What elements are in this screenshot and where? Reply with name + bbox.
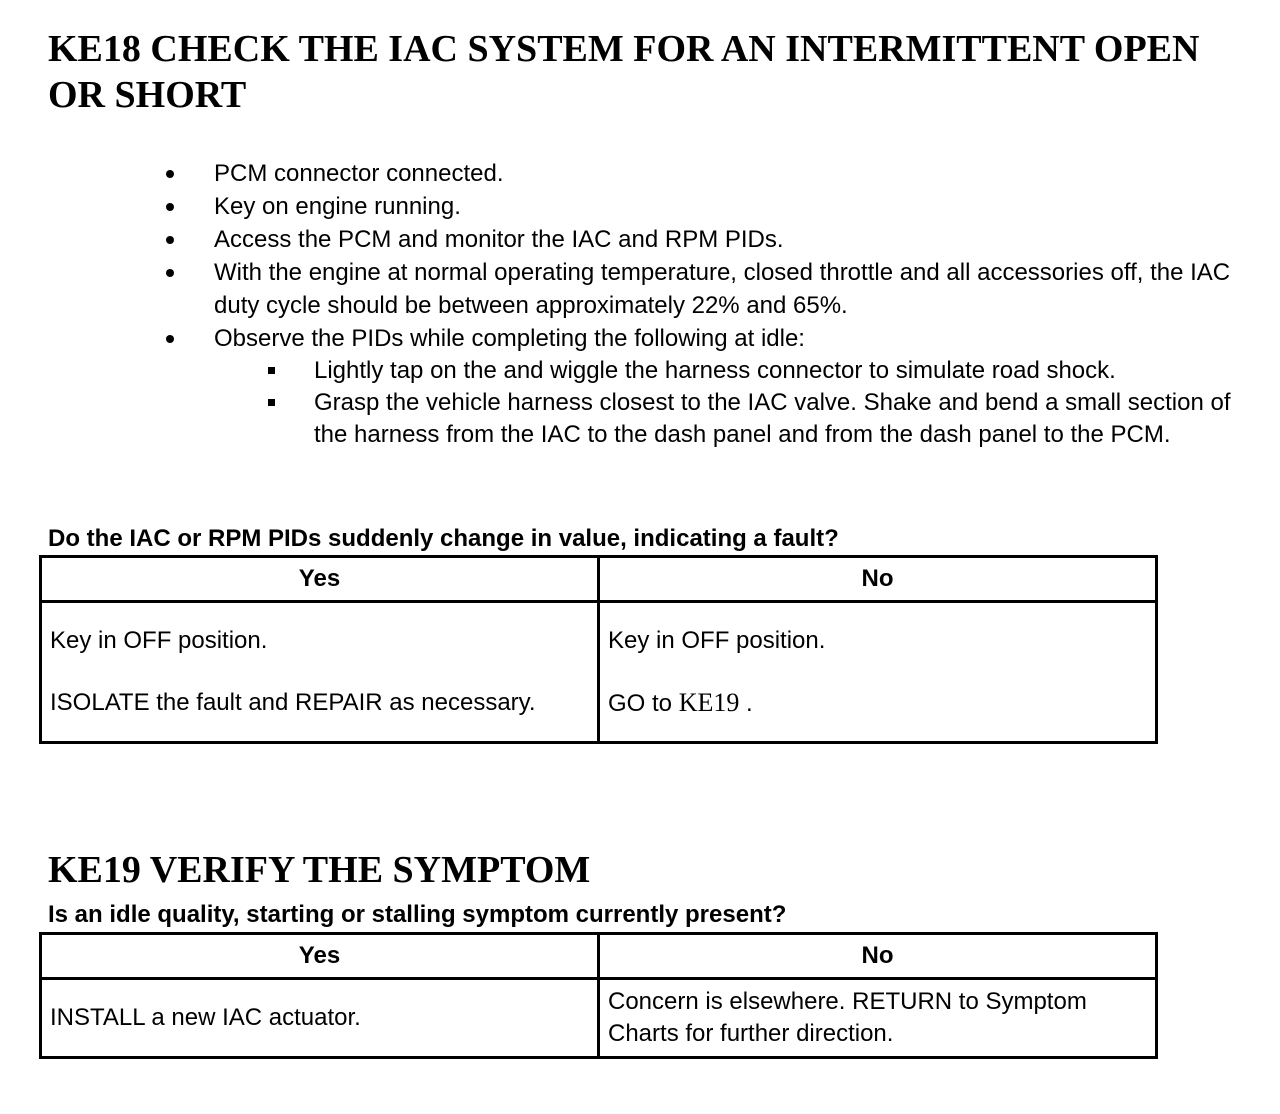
sub-list-item [214,355,1260,387]
list-item-text: Access the PCM and monitor the IAC and RPM PIDs. [214,226,784,253]
list-item-text: Key on engine running. [214,193,461,220]
no-action-cell: Concern is elsewhere. RETURN to Symptom Charts for further direction. [599,979,1157,1058]
sub-list-item [214,387,1260,451]
ke18-instruction-list [0,157,1280,451]
list-item-text: With the engine at normal operating temperature, closed throttle and all accessories off, the IAC duty cycle should be between approximately 22% and 65%. [214,259,1231,319]
sub-list-item-text: Lightly tap on the and wiggle the harness connector to simulate road shock. [314,357,1116,384]
bullet-dot-icon [166,203,174,211]
yes-action-line-2: ISOLATE the fault and REPAIR as necessary. [50,689,536,716]
no-column-header: No [599,934,1157,979]
ke18-step-title: KE18 CHECK THE IAC SYSTEM FOR AN INTERMITTENT OPEN OR SHORT [48,28,1200,116]
yes-action-cell [41,602,599,743]
table-header-row [41,557,1157,602]
no-action-cell [599,602,1157,743]
goto-suffix: . [739,689,753,717]
goto-prefix: GO to [608,689,679,717]
ke19-step-link[interactable]: KE19 [678,687,740,717]
no-action-line-1: Key in OFF position. [608,626,826,654]
table-row [41,602,1157,743]
no-column-header: No [599,557,1157,602]
list-item [0,256,1280,322]
table-row [41,979,1157,1058]
bullet-dot-icon [166,269,174,277]
list-item [0,322,1280,451]
list-item-text: PCM connector connected. [214,160,504,187]
no-action-line-2 [608,687,1147,720]
ke18-question: Do the IAC or RPM PIDs suddenly change in value, indicating a fault? [48,525,839,552]
square-bullet-icon [268,399,275,406]
list-item-text: Observe the PIDs while completing the following at idle: [214,325,805,352]
sub-list-item-text: Grasp the vehicle harness closest to the IAC valve. Shake and bend a small section of the harness from the IAC to the dash panel and from the dash panel to the PCM. [314,389,1231,448]
yes-column-header: Yes [41,934,599,979]
list-item [0,223,1280,256]
table-header-row [41,934,1157,979]
bullet-dot-icon [166,170,174,178]
ke19-question: Is an idle quality, starting or stalling symptom currently present? [48,901,787,928]
list-item [0,157,1280,190]
ke18-sub-instruction-list [214,355,1260,451]
list-item [0,190,1280,223]
ke19-decision-table [39,932,1158,1059]
bullet-dot-icon [166,335,174,343]
ke18-decision-table [39,555,1158,744]
square-bullet-icon [268,367,275,374]
spacer [50,657,589,687]
yes-column-header: Yes [41,557,599,602]
bullet-dot-icon [166,236,174,244]
yes-action-cell: INSTALL a new IAC actuator. [41,979,599,1058]
ke19-step-title: KE19 VERIFY THE SYMPTOM [48,849,591,891]
spacer [608,657,1147,687]
yes-action-line-1: Key in OFF position. [50,627,268,654]
